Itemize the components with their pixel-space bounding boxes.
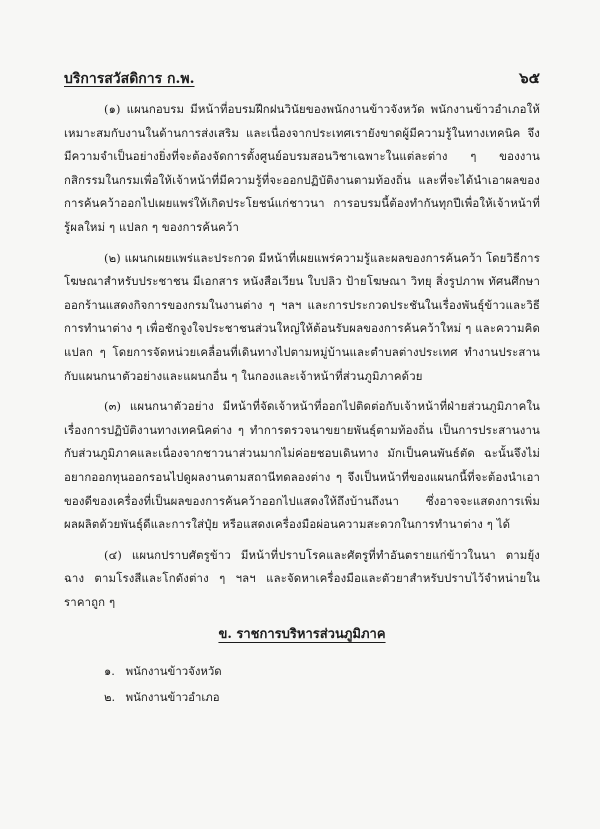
list-item-label: พนักงานข้าวอำเภอ	[125, 690, 220, 705]
list-item	[104, 658, 540, 684]
paragraph-training-division: (๑) แผนกอบรม มีหน้าที่อบรมฝึกฝนวินัยของพนักงานข้าวจังหวัด พนักงานข้าวอำเภอให้เหมาะสมกับงานในด้านการส่งเสริม และเนื่องจากประเทศเรายังขาดผู้มีความรู้ในทางเทคนิค จึงมีความจำเป็นอย่างยิ่งที่จะต้องจัดการตั้งศูนย์อบรมสอนวิชาเฉพาะในแต่ละต่าง ๆ ของงานกสิกรรมในกรมเพื่อให้เจ้าหน้าที่มีความรู้ที่จะออกปฏิบัติงานตามท้องถิ่น และที่จะได้นำเอาผลของการค้นคว้าออกไปเผยแพร่ให้เกิดประโยชน์แก่ชาวนา การอบรมนี้ต้องทำกันทุกปีเพื่อให้เจ้าหน้าที่รู้ผลใหม่ ๆ แปลก ๆ ของการค้นคว้า	[64, 102, 540, 234]
list-item-label: พนักงานข้าวจังหวัด	[125, 664, 222, 679]
paragraph-publicity-division: (๒) แผนกเผยแพร่และประกวด มีหน้าที่เผยแพร่ความรู้และผลของการค้นคว้า โดยวิธีการโฆษณาสำหรับประชาชน มีเอกสาร หนังสือเวียน ใบปลิว ป้ายโฆษณา วิทยุ สิ่งรูปภาพ ทัศนศึกษา ออกร้านแสดงกิจการของกรมในงานต่าง ๆ ฯลฯ และการประกวดประชันในเรื่องพันธุ์ข้าวและวิธีการทำนาต่าง ๆ เพื่อชักจูงใจประชาชนส่วนใหญ่ให้ต้อนรับผลของการค้นคว้าใหม่ ๆ และความคิดแปลก ๆ โดยการจัดหน่วยเคลื่อนที่เดินทางไปตามหมู่บ้านและตำบลต่างประเทศ ทำงานประสานกับแผนกนาตัวอย่างและแผนกอื่น ๆ ในกองและเจ้าหน้าที่ส่วนภูมิภาคด้วย	[64, 250, 540, 383]
page-number: ๖๕	[519, 69, 540, 87]
section-heading-text: ข. ราชการบริหารส่วนภูมิภาค	[218, 627, 386, 643]
list-item	[104, 684, 540, 710]
list-item-number: ๒.	[104, 690, 116, 705]
list-item-number: ๑.	[104, 664, 115, 679]
running-title: บริการสวัสดิการ ก.พ.	[64, 71, 195, 87]
paragraph-pest-control-division: (๔) แผนกปราบศัตรูข้าว มีหน้าที่ปราบโรคและศัตรูที่ทำอันตรายแก่ข้าวในนา ตามยุ้งฉาง ตามโรงสีและโกดังต่าง ๆ ฯลฯ และจัดหาเครื่องมือและตัวยาสำหรับปราบไว้จำหน่ายในราคาถูก ๆ	[64, 547, 540, 609]
section-list	[64, 658, 540, 710]
paragraph-demonstration-farm-division: (๓) แผนกนาตัวอย่าง มีหน้าที่จัดเจ้าหน้าที่ออกไปติดต่อกับเจ้าหน้าที่ฝ่ายส่วนภูมิภาคในเรื่องการปฏิบัติงานทางเทคนิคต่าง ๆ ทำการตรวจนาขยายพันธุ์ตามท้องถิ่น เป็นการประสานงานกับส่วนภูมิภาคและเนื่องจากชาวนาส่วนมากไม่ค่อยชอบเดินทาง มักเป็นคนพันธ์ตัด ฉะนั้นจึงไม่อยากออกทุนออกรอนไปดูผลงานตามสถานีทดลองต่าง ๆ จึงเป็นหน้าที่ของแผนกนี้ที่จะต้องนำเอาของดีของเครื่องที่เป็นผลของการค้นคว้าออกไปแสดงให้ถึงบ้านถึงนา ซึ่งอาจจะแสดงการเพิ่มผลผลิตด้วยพันธุ์ดีและการใส่ปุ๋ย หรือแสดงเครื่องมือผ่อนความสะดวกในการทำนาต่าง ๆ ได้	[64, 399, 540, 532]
page-header	[64, 66, 540, 90]
page-body	[64, 98, 540, 710]
section-heading	[64, 624, 540, 646]
